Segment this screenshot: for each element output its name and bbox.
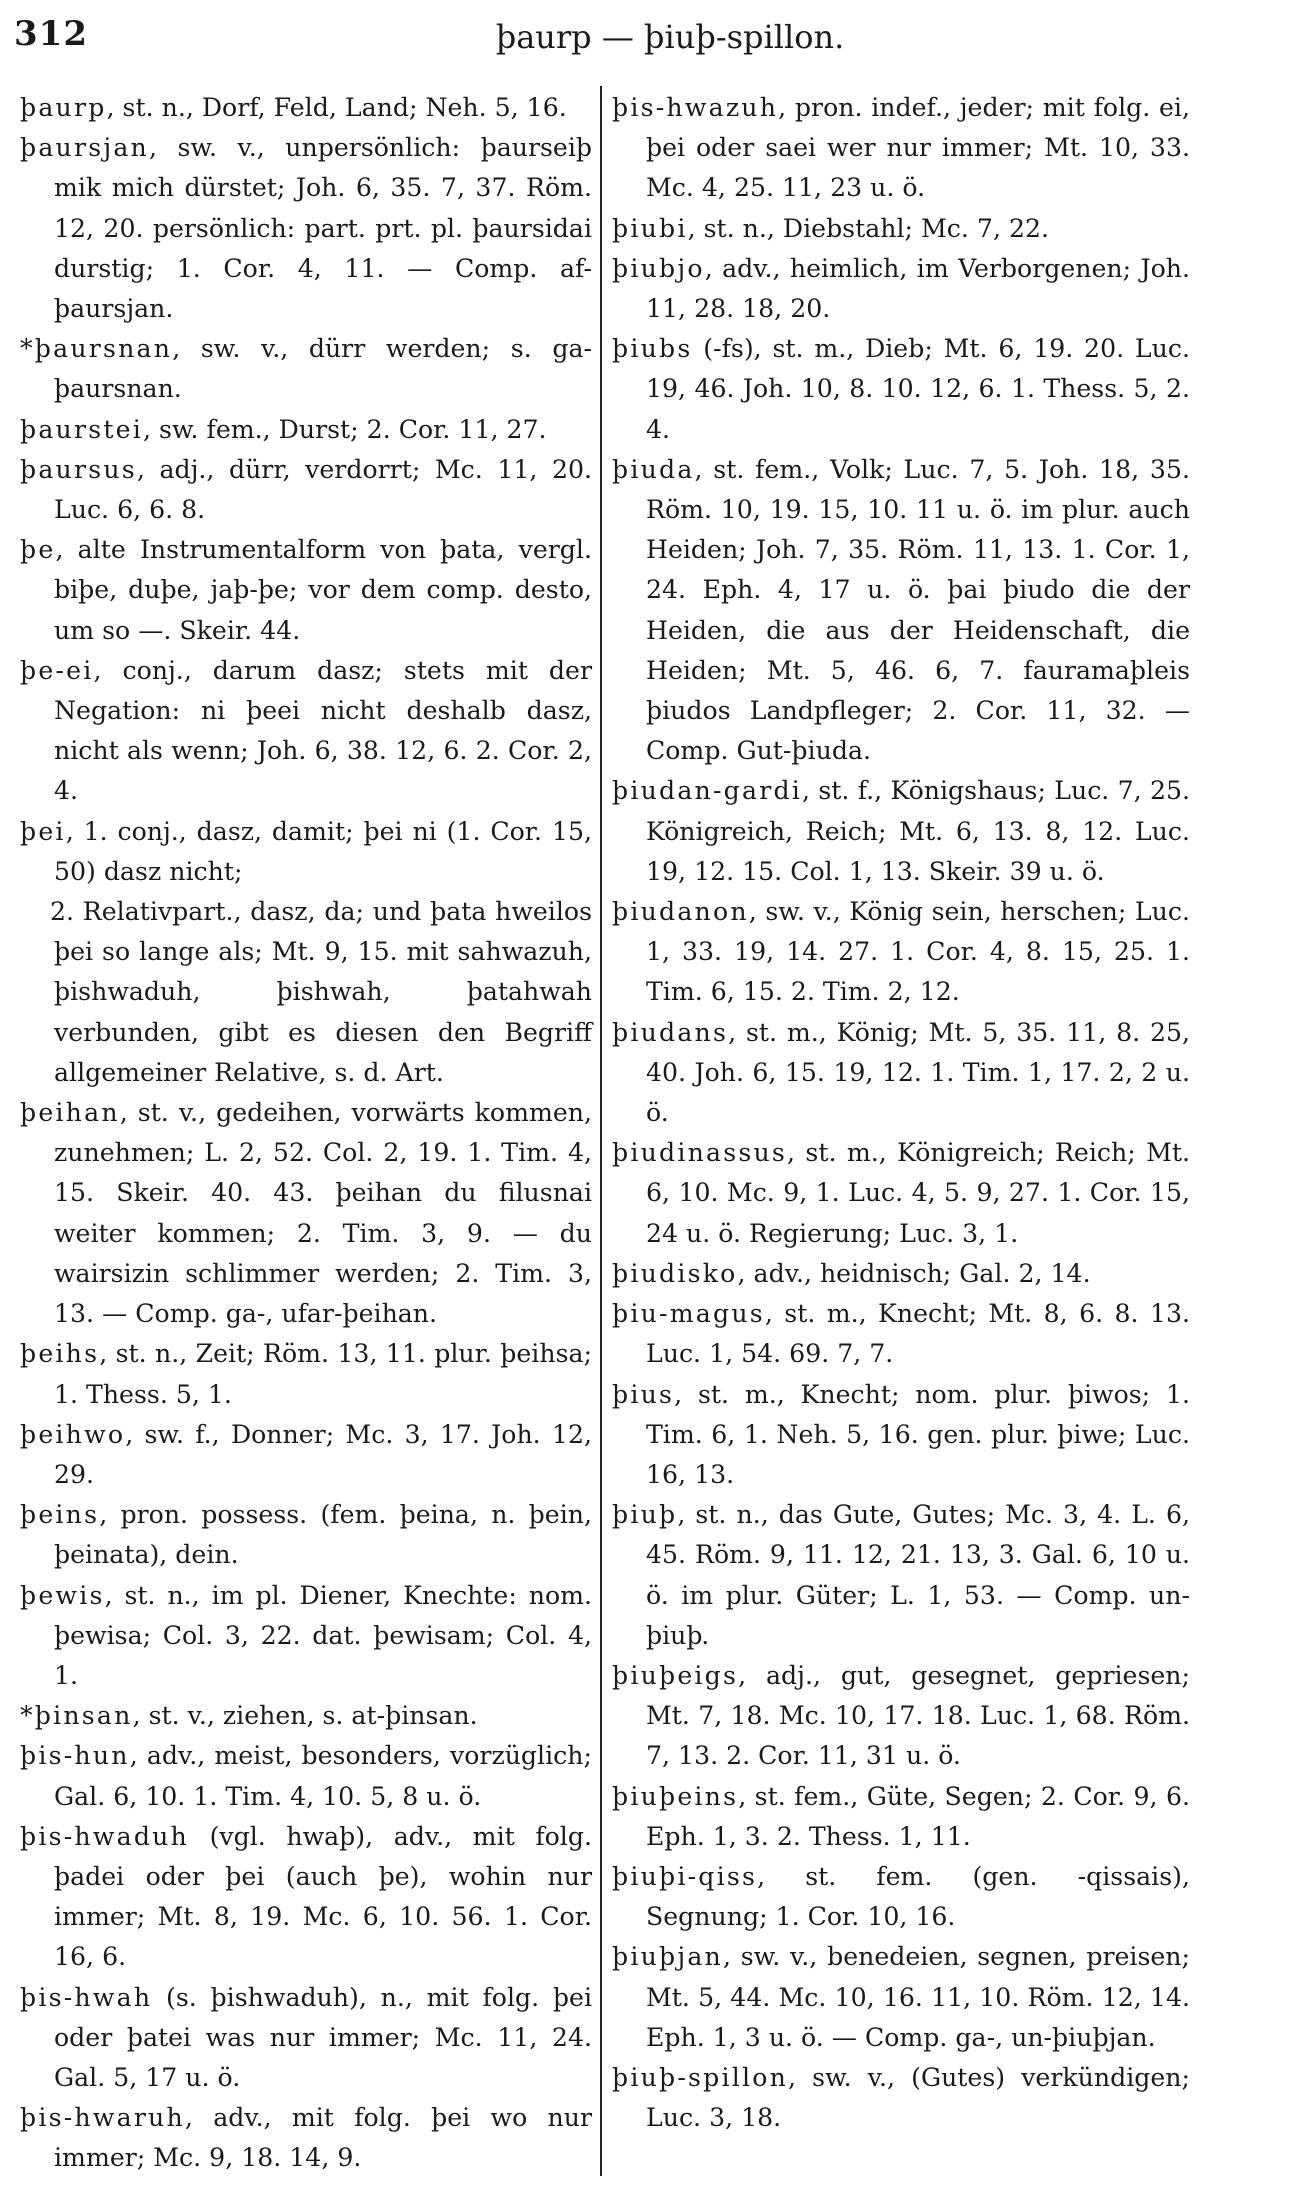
dictionary-entry	[612, 1013, 1190, 1134]
dictionary-entry	[20, 812, 592, 892]
dictionary-entry	[20, 892, 592, 1093]
entry-headword: þaursus	[20, 454, 137, 484]
entry-headword: þiuþjan	[612, 1942, 723, 1972]
entry-headword: þiu-magus	[612, 1299, 765, 1329]
dictionary-entry	[612, 2058, 1190, 2138]
entry-definition: , adv., meist, besonders, vorzüglich; Gal. 6, 10. 1. Tim. 4, 10. 5, 8 u. ö.	[54, 1741, 592, 1811]
entry-headword: þiudans	[612, 1017, 729, 1047]
entry-headword: þeihs	[20, 1339, 100, 1369]
entry-headword: þis-hun	[20, 1741, 130, 1771]
entry-definition: , pron. possess. (fem. þeina, n. þein, þeinata), dein.	[54, 1500, 592, 1570]
dictionary-entry	[612, 1133, 1190, 1254]
entry-headword: þiudinassus	[612, 1138, 788, 1168]
entry-headword: þe-ei	[20, 655, 94, 685]
entry-headword: þiubs	[612, 334, 693, 364]
running-head: þaurp — þiuþ-spillon.	[495, 18, 845, 56]
dictionary-entry	[612, 329, 1190, 450]
dictionary-entry	[20, 329, 592, 409]
entry-definition: (-fs), st. m., Dieb; Mt. 6, 19. 20. Luc. 19, 46. Joh. 10, 8. 10. 12, 6. 1. Thess. 5, 2. 4.	[646, 334, 1190, 444]
entry-headword: þiudisko	[612, 1258, 738, 1288]
dictionary-entry	[20, 1978, 592, 2099]
entry-definition: , sw. v., König sein, herschen; Luc. 1, 33. 19, 14. 27. 1. Cor. 4, 8. 15, 25. 1. Tim. 6, 15. 2. Tim. 2, 12.	[646, 897, 1190, 1007]
entry-headword: þewis	[20, 1580, 105, 1610]
dictionary-entry	[612, 1495, 1190, 1656]
dictionary-entry	[20, 1415, 592, 1495]
entry-headword: þis-hwaruh	[20, 2103, 185, 2133]
entry-headword: þeihan	[20, 1098, 120, 1128]
dictionary-entry	[20, 1495, 592, 1575]
entry-definition: , conj., darum dasz; stets mit der Negation: ni þeei nicht deshalb dasz, nicht als wenn; Joh. 6, 38. 12, 6. 2. Cor. 2, 4.	[54, 655, 592, 806]
entry-definition: , adj., dürr, verdorrt; Mc. 11, 20. Luc. 6, 6. 8.	[54, 454, 592, 525]
entry-definition: , alte Instrumentalform von þata, vergl. biþe, duþe, jaþ-þe; vor dem comp. desto, um so —. Skeir. 44.	[54, 535, 592, 645]
entry-headword: þeins	[20, 1500, 100, 1530]
entry-headword: þiuþi-qiss	[612, 1861, 758, 1891]
entry-definition: , sw. fem., Durst; 2. Cor. 11, 27.	[143, 414, 547, 444]
dictionary-entry	[20, 1736, 592, 1816]
dictionary-entry	[612, 209, 1190, 249]
dictionary-entry	[612, 450, 1190, 772]
dictionary-entry	[612, 892, 1190, 1013]
dictionary-entry	[20, 128, 592, 329]
dictionary-entry	[20, 1696, 592, 1736]
entry-definition: , st. v., gedeihen, vorwärts kommen, zunehmen; L. 2, 52. Col. 2, 19. 1. Tim. 4, 15. Skeir. 40. 43. þeihan du filusnai weiter kommen; 2. Tim. 3, 9. — du wairsizin schlimmer werden; 2. Tim. 3, 13. — Comp. ga-, ufar-þeihan.	[54, 1098, 592, 1329]
entry-definition: , st. fem. (gen. -qissais), Segnung; 1. Cor. 10, 16.	[646, 1861, 1190, 1932]
entry-definition: , st. n., Diebstahl; Mc. 7, 22.	[687, 213, 1050, 243]
entry-definition: , st. n., Zeit; Röm. 13, 11. plur. þeihsa; 1. Thess. 5, 1.	[54, 1339, 592, 1409]
entry-headword: þeihwo	[20, 1419, 126, 1449]
entry-definition: , st. m., Knecht; Mt. 8, 6. 8. 13. Luc. 1, 54. 69. 7, 7.	[646, 1299, 1190, 1369]
dictionary-entry	[612, 1294, 1190, 1374]
entry-definition: , st. n., im pl. Diener, Knechte: nom. þewisa; Col. 3, 22. dat. þewisam; Col. 4, 1.	[54, 1580, 592, 1690]
dictionary-entry	[612, 88, 1190, 209]
dictionary-entry	[20, 410, 592, 450]
entry-definition: , 1. conj., dasz, damit; þei ni (1. Cor. 15, 50) dasz nicht;	[54, 816, 592, 886]
dictionary-entry	[20, 530, 592, 651]
dictionary-entry	[20, 1093, 592, 1334]
entry-headword: þiuþeins	[612, 1781, 739, 1811]
entry-definition: , st. fem., Güte, Segen; 2. Cor. 9, 6. Eph. 1, 3. 2. Thess. 1, 11.	[646, 1781, 1190, 1851]
entry-definition: , sw. v., dürr werden; s. ga-þaursnan.	[54, 334, 592, 404]
dictionary-entry	[20, 88, 592, 128]
dictionary-entry	[20, 1817, 592, 1978]
entry-definition: , sw. f., Donner; Mc. 3, 17. Joh. 12, 29.	[54, 1419, 592, 1489]
entry-headword: þaurp	[20, 93, 107, 122]
entry-headword: *þinsan	[20, 1701, 133, 1731]
entry-headword: þiuþeigs	[612, 1660, 739, 1690]
entry-definition: , adv., heidnisch; Gal. 2, 14.	[737, 1258, 1091, 1288]
entry-definition: , adv., heimlich, im Verborgenen; Joh. 11, 28. 18, 20.	[646, 253, 1190, 324]
entry-definition: , st. m., Königreich; Reich; Mt. 6, 10. Mc. 9, 1. Luc. 4, 5. 9, 27. 1. Cor. 15, 24 u. ö. Regierung; Luc. 3, 1.	[646, 1138, 1190, 1248]
entry-headword: þiubjo	[612, 253, 705, 283]
entry-headword: þis-hwah	[20, 1982, 153, 2012]
entry-headword: þiuþ	[612, 1500, 678, 1530]
entry-definition: , sw. v., unpersönlich: þaurseiþ mik mich dürstet; Joh. 6, 35. 7, 37. Röm. 12, 20. persönlich: part. prt. pl. þaursidai durstig; 1. Cor. 4, 11. — Comp. af-þaursjan.	[54, 133, 592, 324]
dictionary-entry	[612, 1375, 1190, 1496]
entry-definition: (s. þishwaduh), n., mit folg. þei oder þatei was nur immer; Mc. 11, 24. Gal. 5, 17 u. ö.	[54, 1982, 592, 2092]
entry-definition: , st. f., Königshaus; Luc. 7, 25. Königreich, Reich; Mt. 6, 13. 8, 12. Luc. 19, 12. 15. Col. 1, 13. Skeir. 39 u. ö.	[646, 776, 1190, 886]
entry-headword: þiudan-gardi	[612, 776, 803, 806]
dictionary-entry	[612, 1857, 1190, 1937]
left-column	[20, 88, 592, 2179]
entry-definition: , pron. indef., jeder; mit folg. ei, þei oder saei wer nur immer; Mt. 10, 33. Mc. 4, 25. 11, 23 u. ö.	[646, 93, 1190, 203]
page-number: 312	[14, 14, 88, 54]
entry-definition: , st. n., das Gute, Gutes; Mc. 3, 4. L. 6, 45. Röm. 9, 11. 12, 21. 13, 3. Gal. 6, 10 u. ö. im plur. Güter; L. 1, 53. — Comp. un-þiuþ.	[646, 1500, 1190, 1650]
dictionary-entry	[20, 2098, 592, 2178]
entry-headword: þiuþ-spillon	[612, 2062, 789, 2092]
entry-definition: , st. m., König; Mt. 5, 35. 11, 8. 25, 40. Joh. 6, 15. 19, 12. 1. Tim. 1, 17. 2, 2 u. ö.	[646, 1017, 1190, 1128]
entry-definition: , adj., gut, gesegnet, gepriesen; Mt. 7, 18. Mc. 10, 17. 18. Luc. 1, 68. Röm. 7, 13. 2. Cor. 11, 31 u. ö.	[646, 1660, 1190, 1771]
entry-definition: , adv., mit folg. þei wo nur immer; Mc. 9, 18. 14, 9.	[54, 2103, 592, 2173]
entry-headword: þiudanon	[612, 897, 749, 927]
entry-definition: , st. fem., Volk; Luc. 7, 5. Joh. 18, 35. Röm. 10, 19. 15, 10. 11 u. ö. im plur. auch Heiden; Joh. 7, 35. Röm. 11, 13. 1. Cor. 1, 24. Eph. 4, 17 u. ö. þai þiudo die der Heiden, die aus der Heidenschaft, die Heiden; Mt. 5, 46. 6, 7. fauramaþleis þiudos Landpfleger; 2. Cor. 11, 32. — Comp. Gut-þiuda.	[646, 454, 1190, 766]
entry-headword: þius	[612, 1379, 675, 1409]
entry-headword: þaurstei	[20, 414, 144, 444]
dictionary-entry	[612, 771, 1190, 892]
entry-headword: *þaursnan	[20, 334, 173, 364]
dictionary-entry	[612, 1656, 1190, 1777]
entry-headword: þiubi	[612, 213, 688, 243]
dictionary-entry	[612, 1937, 1190, 2058]
column-divider	[600, 86, 602, 2176]
entry-definition: , st. m., Knecht; nom. plur. þiwos; 1. Tim. 6, 1. Neh. 5, 16. gen. plur. þiwe; Luc. 16, 13.	[646, 1379, 1190, 1489]
entry-headword: þei	[20, 816, 66, 846]
dictionary-entry	[20, 1334, 592, 1414]
entry-headword: þis-hwaduh	[20, 1821, 189, 1851]
dictionary-entry	[612, 249, 1190, 329]
entry-definition: , st. v., ziehen, s. at-þinsan.	[132, 1701, 478, 1731]
entry-definition: (vgl. hwaþ), adv., mit folg. þadei oder þei (auch þe), wohin nur immer; Mt. 8, 19. Mc. 6, 10. 56. 1. Cor. 16, 6.	[54, 1821, 592, 1972]
entry-definition: , sw. v., benedeien, segnen, preisen; Mt. 5, 44. Mc. 10, 16. 11, 10. Röm. 12, 14. Eph. 1, 3 u. ö. — Comp. ga-, un-þiuþjan.	[646, 1942, 1190, 2052]
entry-headword: þiuda	[612, 454, 695, 484]
entry-definition: 2. Relativpart., dasz, da; und þata hweilos þei so lange als; Mt. 9, 15. mit sahwazuh, þishwaduh, þishwah, þatahwah verbunden, gibt es diesen den Begriff allgemeiner Relative, s. d. Art.	[50, 897, 592, 1087]
dictionary-entry	[20, 1576, 592, 1697]
entry-headword: þaursjan	[20, 133, 149, 163]
entry-headword: þe	[20, 535, 56, 565]
dictionary-entry	[612, 1254, 1190, 1294]
dictionary-entry	[20, 651, 592, 812]
entry-headword: þis-hwazuh	[612, 93, 779, 122]
entry-definition: , st. n., Dorf, Feld, Land; Neh. 5, 16.	[106, 93, 567, 122]
entry-definition: , sw. v., (Gutes) verkündigen; Luc. 3, 18.	[646, 2062, 1190, 2133]
right-column	[612, 88, 1190, 2138]
dictionary-entry	[20, 450, 592, 530]
dictionary-entry	[612, 1777, 1190, 1857]
